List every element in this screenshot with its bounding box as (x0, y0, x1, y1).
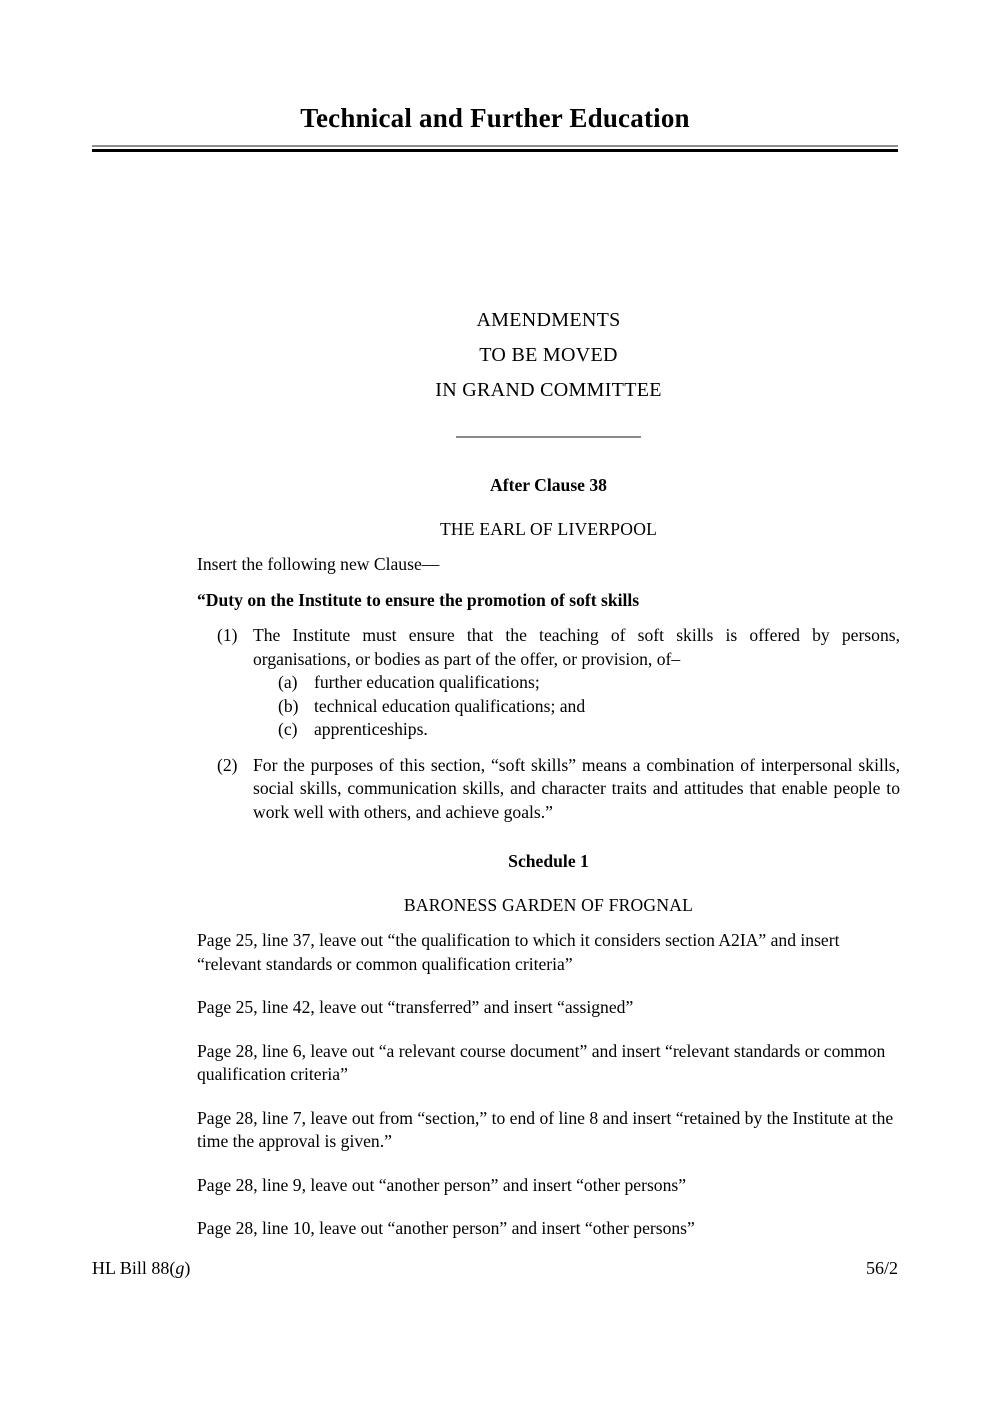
bill-number (92, 1258, 190, 1279)
spacer (197, 917, 900, 929)
paragraph-list (197, 671, 900, 742)
paragraph-text: apprenticeships. (314, 719, 428, 739)
spacer (197, 1020, 900, 1040)
subsection-1 (197, 624, 900, 671)
heading-divider-rule (456, 436, 641, 438)
heading-line-in-grand-committee: IN GRAND COMMITTEE (435, 379, 662, 401)
page-title: Technical and Further Education (300, 103, 690, 133)
spacer (197, 874, 900, 894)
document-header (92, 104, 898, 152)
paragraph-a (197, 671, 900, 695)
amendment-item: Page 28, line 7, leave out from “section,” to end of line 8 and insert “retained by the Institute at the time the approval is given.” (197, 1107, 894, 1151)
amendment-item: Page 25, line 37, leave out “the qualification to which it considers section A2IA” and insert “relevant standards or common qualification criteria” (197, 930, 840, 974)
amendment-item: Page 28, line 9, leave out “another person” and insert “other persons” (197, 1174, 687, 1195)
spacer (197, 976, 900, 996)
subsection-marker: (2) (217, 754, 238, 775)
paragraph-text: technical education qualifications; and (314, 695, 586, 716)
paragraph-marker: (a) (278, 672, 298, 692)
amendment-item: Page 28, line 10, leave out “another person” and insert “other persons” (197, 1218, 695, 1238)
subsection-text: For the purposes of this section, “soft skills” means a combination of interpersonal skills, social skills, communication skills, and character traits and attitudes that enable people to work well with others, and achieve goals.” (253, 754, 900, 822)
member-name-baroness-garden: BARONESS GARDEN OF FROGNAL (403, 894, 694, 915)
bill-number-prefix: HL Bill 88( (92, 1258, 176, 1278)
amendments-heading-block (197, 303, 900, 438)
paragraph-b (197, 695, 900, 719)
spacer (197, 1087, 900, 1107)
heading-line-amendments: AMENDMENTS (476, 309, 621, 331)
paragraph-marker: (c) (278, 719, 298, 739)
section-heading-schedule-1: Schedule 1 (508, 851, 589, 871)
header-rule-thick (92, 149, 898, 152)
heading-line-to-be-moved: TO BE MOVED (479, 344, 618, 366)
subsection-text: The Institute must ensure that the teaching of soft skills is offered by persons, organisations, or bodies as part of the offer, or provision, of– (253, 625, 900, 669)
amendment-item: Page 28, line 6, leave out “a relevant course document” and insert “relevant standards or common qualification criteria” (197, 1040, 886, 1084)
document-footer (92, 1258, 898, 1279)
page-number: 56/2 (865, 1258, 898, 1278)
spacer (197, 1154, 900, 1174)
spacer (197, 612, 900, 624)
subsection-marker: (1) (217, 625, 238, 645)
paragraph-c (197, 718, 900, 742)
subsection-list (197, 624, 900, 824)
new-clause-title: “Duty on the Institute to ensure the promotion of soft skills (197, 589, 640, 610)
paragraph-text: further education qualifications; (314, 672, 540, 692)
spacer (197, 541, 900, 553)
paragraph-marker: (b) (278, 695, 299, 716)
spacer (197, 1197, 900, 1217)
bill-number-suffix: ) (184, 1258, 191, 1278)
subsection-2 (197, 754, 900, 825)
insert-instruction: Insert the following new Clause— (197, 554, 440, 574)
spacer (197, 577, 900, 589)
spacer (197, 824, 900, 850)
member-name-earl-of-liverpool: THE EARL OF LIVERPOOL (439, 518, 658, 539)
amendment-item: Page 25, line 42, leave out “transferred” and insert “assigned” (197, 997, 634, 1017)
spacer (197, 498, 900, 518)
header-rule-group (92, 145, 898, 152)
document-body (197, 474, 900, 1241)
bill-number-letter: g (175, 1258, 185, 1278)
section-heading-after-clause: After Clause 38 (490, 475, 607, 495)
